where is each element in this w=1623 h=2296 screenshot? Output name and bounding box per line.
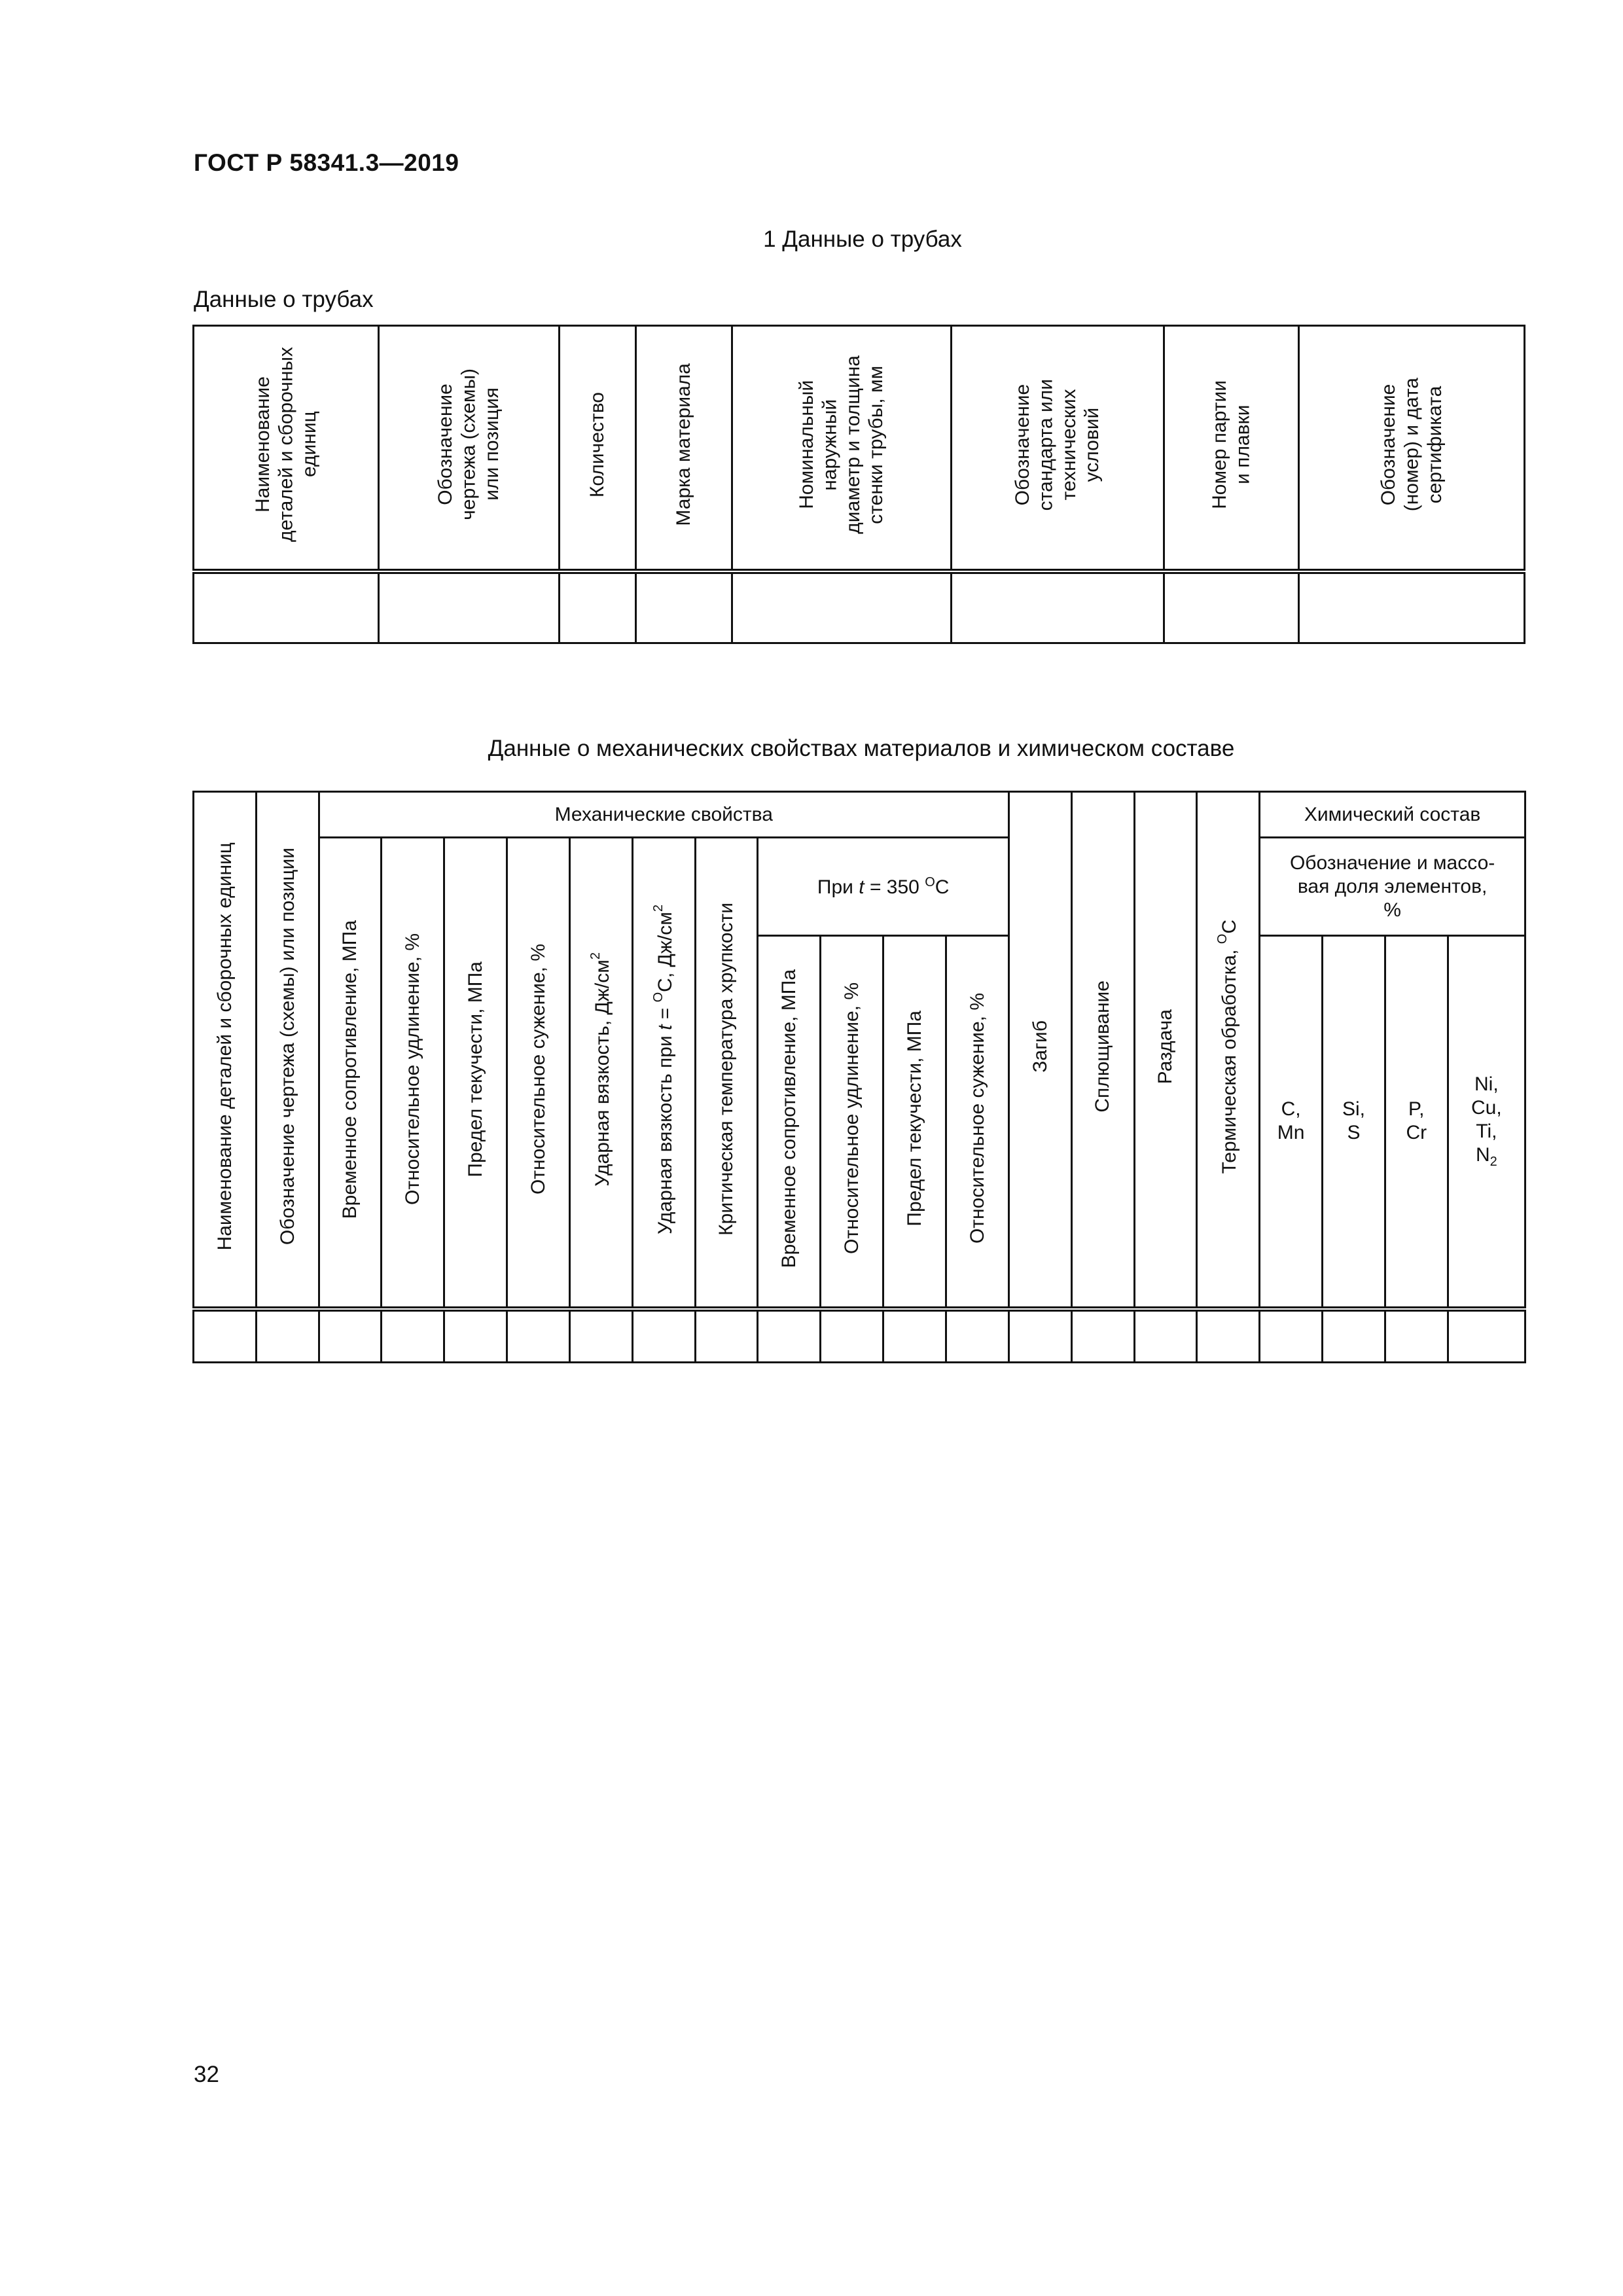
t1-cell [636,571,732,643]
t1-col-batch: Номер партии и плавки [1164,326,1299,571]
t1-cell [194,571,379,643]
t2-cell [1260,1309,1323,1363]
table2-caption: Данные о механических свойствах материалов и химическом составе [488,736,1235,761]
t2-cell [507,1309,570,1363]
t2-col-reduction: Относительное сужение, % [507,838,570,1309]
t1-cell [560,571,636,643]
t2-mech-group: Механические свойства [319,792,1008,838]
t2-cell [1385,1309,1448,1363]
t2-chem-p-cr: P, Cr [1385,936,1448,1309]
t1-cell [732,571,952,643]
t2-col-tensile: Временное сопротивление, МПа [319,838,382,1309]
t2-chem-subheader: Обозначение и массо- вая доля элементов, % [1260,838,1525,936]
t1-col-diameter: Номинальный наружный диаметр и толщина стенки трубы, мм [732,326,952,571]
t2-col-yield: Предел текучести, МПа [444,838,507,1309]
t2-cell [194,1309,257,1363]
t2-col-expand: Раздача [1134,792,1197,1309]
t2-chem-si-s: Si, S [1323,936,1385,1309]
t2-cell [256,1309,319,1363]
t2-chem-ni-cu-ti-n: Ni, Cu, Ti, $N_2$ [1448,936,1525,1309]
t2-cell [1071,1309,1134,1363]
t2-col-drawing: Обозначение чертежа (схемы) или позиции [256,792,319,1309]
t1-col-certificate: Обозначение (номер) и дата сертификата [1299,326,1525,571]
t2-chem-c-mn: C, Mn [1260,936,1323,1309]
t2-col-name: Наименование деталей и сборочных единиц [194,792,257,1309]
t1-cell [379,571,560,643]
t2-col-tensile-350: Временное сопротивление, МПа [758,936,821,1309]
t2-cell [382,1309,444,1363]
t2-cell [1448,1309,1525,1363]
section-title: 1 Данные о трубах [763,226,962,252]
t1-col-standard: Обозначение стандарта или технических условий [952,326,1164,571]
t2-col-brittle: Критическая температура хрупкости [695,838,758,1309]
t2-cell [1134,1309,1197,1363]
t2-cell [319,1309,382,1363]
t2-cell [883,1309,946,1363]
t2-col-elongation-350: Относительное удлинение, % [821,936,883,1309]
table1-caption: Данные о трубах [194,287,374,312]
t1-cell [1164,571,1299,643]
standard-designation: ГОСТ Р 58341.3—2019 [194,149,459,176]
t2-cell [1323,1309,1385,1363]
t2-cell [569,1309,632,1363]
t1-cell [1299,571,1525,643]
page-number: 32 [194,2062,219,2087]
t1-col-name: Наименование деталей и сборочных единиц [194,326,379,571]
t2-cell [821,1309,883,1363]
t2-col-elongation: Относительное удлинение, % [382,838,444,1309]
t2-cell [1197,1309,1260,1363]
t2-col-reduction-350: Относительное сужение, % [946,936,1008,1309]
t1-col-material: Марка материала [636,326,732,571]
t2-cell [946,1309,1008,1363]
t1-cell [952,571,1164,643]
t2-col-flatten: Сплющивание [1071,792,1134,1309]
pipe-data-table [192,325,1525,644]
t2-cell [632,1309,695,1363]
t2-col-impact: Ударная вязкость, $Дж/см^2$ [569,838,632,1309]
t2-col-bend: Загиб [1008,792,1071,1309]
t2-cell [1008,1309,1071,1363]
t2-at-temp-group: При t = 350 $^O$С [758,838,1008,936]
t2-cell [444,1309,507,1363]
t2-chem-group: Химический состав [1260,792,1525,838]
t1-col-quantity: Количество [560,326,636,571]
t2-col-yield-350: Предел текучести, МПа [883,936,946,1309]
t2-col-impact-at-t: Ударная вязкость при t = $^O$С, $Дж/см^2$ [632,838,695,1309]
t2-cell [695,1309,758,1363]
t2-col-heat: Термическая обработка, $^O$С [1197,792,1260,1309]
mechanical-chemical-table [192,791,1526,1363]
t1-col-drawing: Обозначение чертежа (схемы) или позиция [379,326,560,571]
t2-cell [758,1309,821,1363]
